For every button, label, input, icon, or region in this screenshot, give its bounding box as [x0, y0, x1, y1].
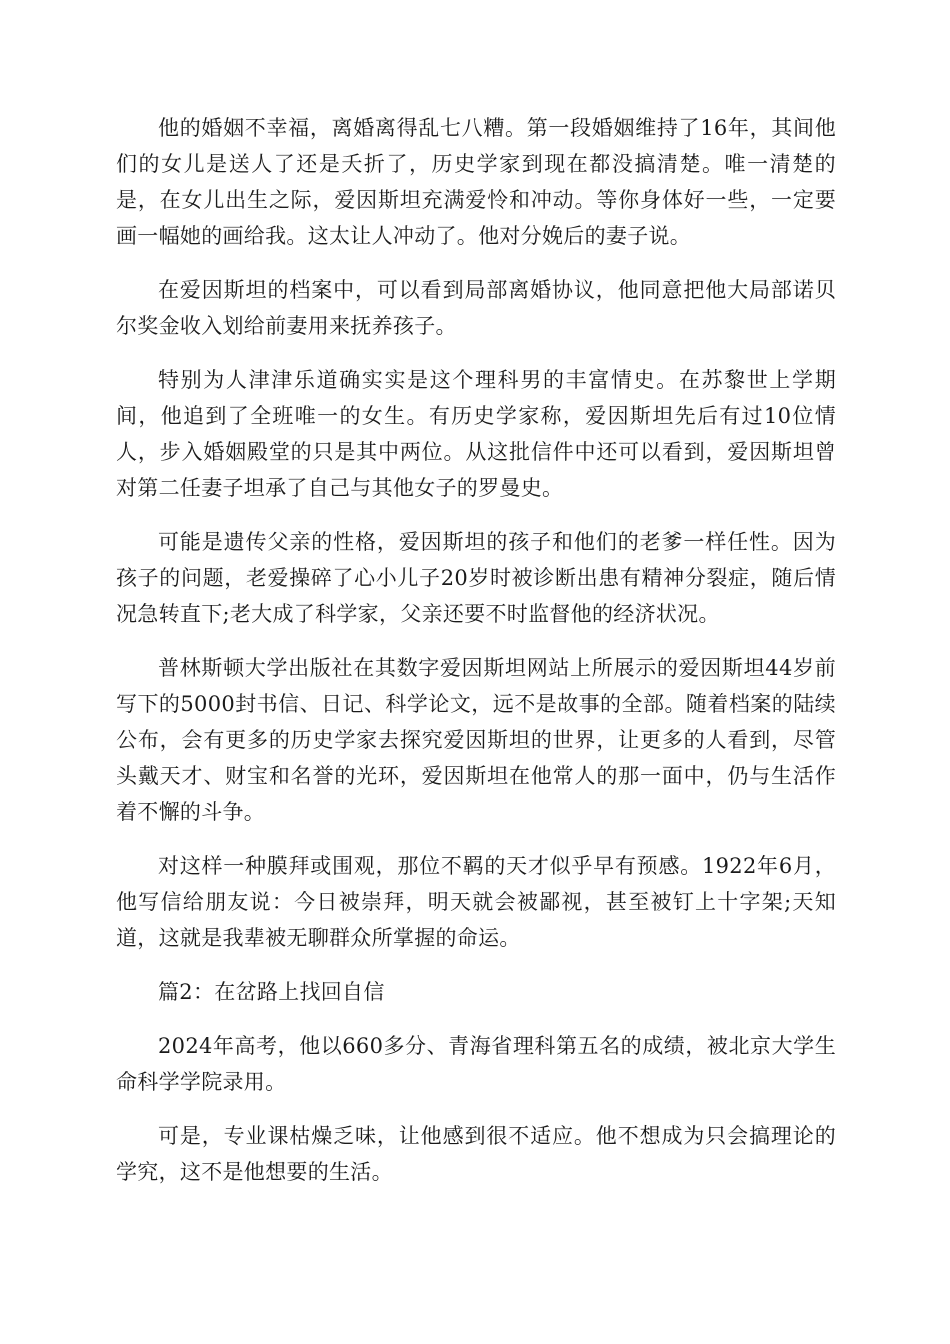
paragraph-2: 在爱因斯坦的档案中，可以看到局部离婚协议，他同意把他大局部诺贝尔奖金收入划给前妻用来抚养孩子。	[116, 278, 836, 338]
section-heading: 篇2：在岔路上找回自信	[158, 980, 385, 1004]
document-body	[116, 110, 836, 1208]
paragraph-3: 特别为人津津乐道确实实是这个理科男的丰富情史。在苏黎世上学期间，他追到了全班唯一的女生。有历史学家称，爱因斯坦先后有过10位情人，步入婚姻殿堂的只是其中两位。从这批信件中还可以看到，爱因斯坦曾对第二任妻子坦承了自己与其他女子的罗曼史。	[116, 368, 836, 500]
paragraph-7: 2024年高考，他以660多分、青海省理科第五名的成绩，被北京大学生命科学学院录用。	[116, 1034, 836, 1094]
paragraph-1: 他的婚姻不幸福，离婚离得乱七八糟。第一段婚姻维持了16年，其间他们的女儿是送人了还是夭折了，历史学家到现在都没搞清楚。唯一清楚的是，在女儿出生之际，爱因斯坦充满爱怜和冲动。等你身体好一些，一定要画一幅她的画给我。这太让人冲动了。他对分娩后的妻子说。	[116, 116, 836, 248]
paragraph-6: 对这样一种膜拜或围观，那位不羁的天才似乎早有预感。1922年6月，他写信给朋友说：今日被崇拜，明天就会被鄙视，甚至被钉上十字架;天知道，这就是我辈被无聊群众所掌握的命运。	[116, 854, 836, 950]
paragraph-8: 可是，专业课枯燥乏味，让他感到很不适应。他不想成为只会搞理论的学究，这不是他想要的生活。	[116, 1124, 836, 1184]
paragraph-4: 可能是遗传父亲的性格，爱因斯坦的孩子和他们的老爹一样任性。因为孩子的问题，老爱操碎了心小儿子20岁时被诊断出患有精神分裂症，随后情况急转直下;老大成了科学家，父亲还要不时监督他的经济状况。	[116, 530, 836, 626]
paragraph-5: 普林斯顿大学出版社在其数字爱因斯坦网站上所展示的爱因斯坦44岁前写下的5000封书信、日记、科学论文，远不是故事的全部。随着档案的陆续公布，会有更多的历史学家去探究爱因斯坦的世界，让更多的人看到，尽管头戴天才、财宝和名誉的光环，爱因斯坦在他常人的那一面中，仍与生活作着不懈的斗争。	[116, 656, 836, 824]
